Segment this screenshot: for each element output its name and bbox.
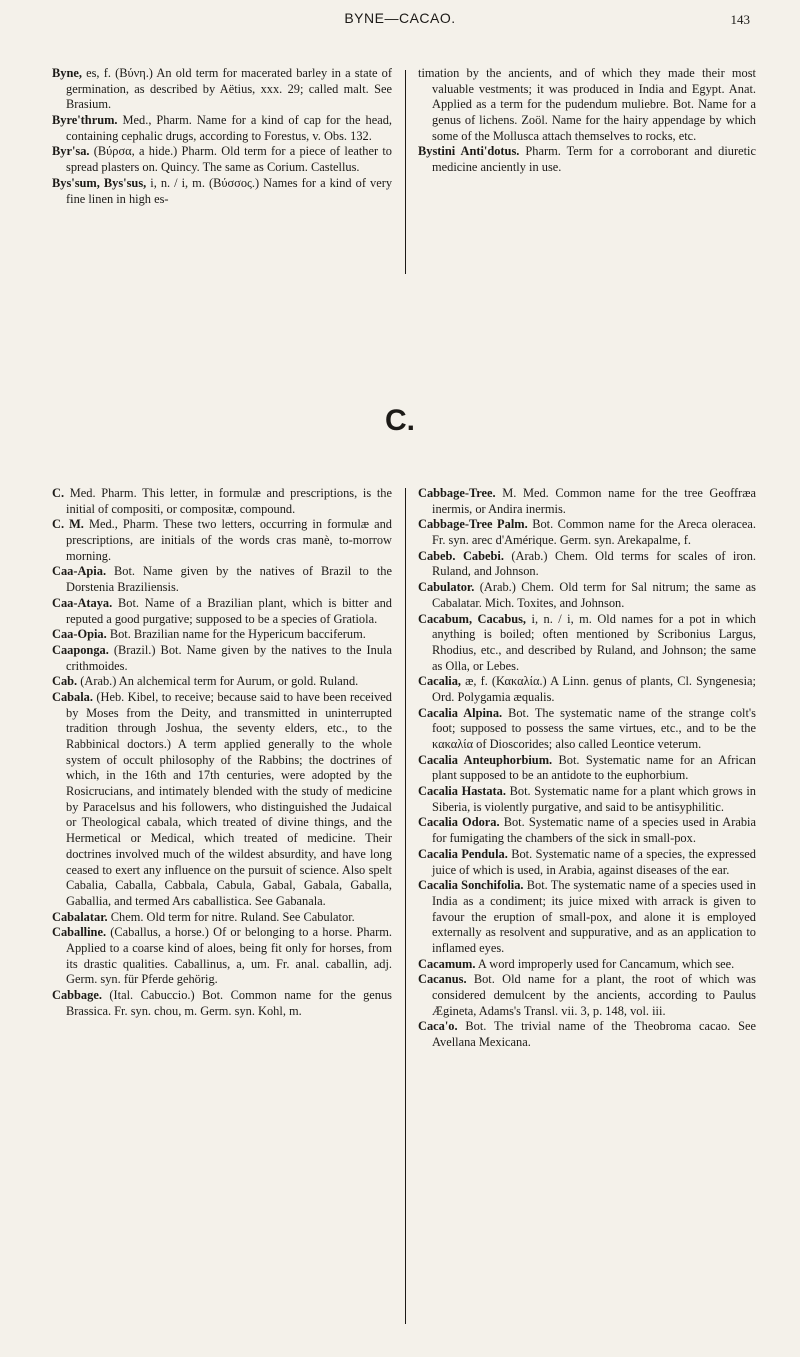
dictionary-entry <box>418 674 756 705</box>
entry-definition: es, f. (Βύνη.) An old term for macerated barley in a state of germination, as described by Aëtius, xxx. 29; called malt. See Brasium. <box>66 66 392 112</box>
entry-definition: M. Med. Common name for the tree Geoffræa inermis, or Andira inermis. <box>432 486 756 516</box>
dictionary-entry <box>418 548 756 580</box>
dictionary-entry <box>52 486 392 517</box>
entry-headword: Cacalia Odora. <box>418 815 500 830</box>
entry-definition: Bot. Name of a Brazilian plant, which is bitter and reputed a good purgative; supposed to be a species of Gratiola. <box>66 595 392 626</box>
entry-definition: (Arab.) An alchemical term for Aurum, or gold. Ruland. <box>77 674 359 689</box>
entry-headword: Byre'thrum. <box>52 113 118 128</box>
dictionary-entry <box>418 972 756 1019</box>
entry-headword: Cacalia Alpina. <box>418 705 503 720</box>
entry-headword: Cabbage-Tree Palm. <box>418 517 528 532</box>
entry-definition: æ, f. (Κακαλία.) A Linn. genus of plants, Cl. Syngenesia; Ord. Polygamia æqualis. <box>432 674 756 704</box>
entry-definition: (Arab.) Chem. Old terms for scales of iron. Ruland, and Johnson. <box>432 548 756 579</box>
entry-definition: (Brazil.) Bot. Name given by the natives to the Inula crithmoides. <box>66 642 392 673</box>
entry-headword: Caaponga. <box>52 642 109 657</box>
entry-headword: Bys'sum, Bys'sus, <box>52 175 147 190</box>
entry-headword: Cacalia Sonchifolia. <box>418 878 524 893</box>
entry-headword: Cacalia Anteuphorbium. <box>418 752 553 767</box>
dictionary-entry <box>52 66 392 113</box>
entry-headword: Byne, <box>52 66 82 80</box>
dictionary-entry <box>52 988 392 1019</box>
dictionary-entry <box>418 1019 756 1050</box>
dictionary-entry <box>52 689 392 910</box>
dictionary-entry <box>418 784 756 815</box>
entry-definition: Bot. The systematic name of a species used in India as a condiment; its juice mixed with arrack is given to favour the eruption of small-pox, and alone it is employed externally as resolvent and suppurative, and as an application to inflamed eyes. <box>432 878 756 955</box>
dictionary-entry <box>418 486 756 517</box>
entry-headword: Cabbage-Tree. <box>418 486 496 500</box>
entry-headword: C. M. <box>52 517 84 532</box>
entry-definition: Med., Pharm. These two letters, occurring in formulæ and prescriptions, are initials of the words cras manè, to-morrow morning. <box>66 517 392 563</box>
entry-headword: Cacamum. <box>418 956 476 971</box>
dictionary-entry <box>52 909 392 926</box>
entry-definition: Bot. Systematic name for an African plant supposed to be an antidote to the euphorbium. <box>432 752 756 783</box>
entry-definition: Chem. Old term for nitre. Ruland. See Cabulator. <box>107 909 355 924</box>
dictionary-entry <box>52 517 392 564</box>
entry-headword: Cacalia Pendula. <box>418 846 508 861</box>
entry-definition: (Ital. Cabuccio.) Bot. Common name for the genus Brassica. Fr. syn. chou, m. Germ. syn. Kohl, m. <box>66 988 392 1018</box>
dictionary-entry <box>52 175 393 207</box>
entry-definition: i, n. / i, m. (Βύσσος.) Names for a kind of very fine linen in high es- <box>66 175 393 206</box>
entry-headword: Byr'sa. <box>52 144 90 159</box>
column-divider <box>405 488 406 1324</box>
entry-definition: Med., Pharm. Name for a kind of cap for the head, containing cephalic drugs, according to Forestus, v. Obs. 132. <box>66 113 392 143</box>
entry-definition: (Caballus, a horse.) Of or belonging to a horse. Pharm. Applied to a coarse kind of aloes, being fit only for horses, from its drastic qualities. Caballinus, a, um. Fr. anal. caballin, adj. Germ. syn. für Pferde gehörig. <box>66 925 392 987</box>
entry-definition: Bot. The trivial name of the Theobroma cacao. See Avellana Mexicana. <box>432 1019 756 1050</box>
dictionary-entry <box>52 595 392 627</box>
entry-definition: Bot. Systematic name of a species, the expressed juice of which is used, in Arabia, against diseases of the ear. <box>432 846 756 877</box>
dictionary-entry <box>418 815 756 846</box>
entry-headword: Cabalatar. <box>52 909 108 924</box>
entry-definition: Bot. Name given by the natives of Brazil to the Dorstenia Braziliensis. <box>66 564 392 595</box>
entry-definition: Bot. The systematic name of the strange colt's foot; supposed to possess the same virtues, etc., and to be the κακαλία of Dioscorides; also called Leontice veterum. <box>432 705 756 751</box>
entry-headword: Cacanus. <box>418 972 467 987</box>
page-number: 143 <box>730 12 750 27</box>
entry-definition: (Βύρσα, a hide.) Pharm. Old term for a piece of leather to spread plasters on. Quincy. The same as Corium. Castellus. <box>66 144 392 175</box>
entry-headword: Bystini Anti'dotus. <box>418 144 520 159</box>
dictionary-entry <box>52 144 392 175</box>
dictionary-entry <box>418 846 756 878</box>
entry-definition: Bot. Systematic name of a species used in Arabia for fumigating the chambers of the sick in small-pox. <box>432 815 756 846</box>
running-head: BYNE—CACAO. <box>344 10 456 26</box>
dictionary-entry <box>418 705 756 753</box>
entry-definition: Bot. Old name for a plant, the root of which was considered demulcent by the ancients, according to Paulus Ægineta, Adams's Transl. vii. 3, p. 148, vol. iii. <box>432 972 756 1018</box>
entry-definition: i, n. / i, m. Old names for a pot in which anything is boiled; often mentioned by Scribonius Largus, Rhodius, etc., and described by Ruland, and Johnson; the same as Olla, or Lebes. <box>432 611 756 673</box>
entry-headword: Cacalia, <box>418 674 462 689</box>
dictionary-entry <box>52 627 392 643</box>
dictionary-entry <box>418 517 756 548</box>
entry-definition: Pharm. Term for a corroborant and diuretic medicine anciently in use. <box>432 144 756 175</box>
entry-headword: Cabeb. Cabebi. <box>418 548 504 563</box>
entry-headword: Cacabum, Cacabus, <box>418 611 527 626</box>
entry-headword: Caballine. <box>52 925 107 940</box>
entry-definition: Bot. Common name for the Areca oleracea. Fr. syn. arec d'Amérique. Germ. syn. Arekapalme, f. <box>432 517 756 548</box>
entry-headword: Caa-Opia. <box>52 627 107 642</box>
entry-headword: Cabulator. <box>418 580 475 595</box>
dictionary-entry <box>418 144 756 175</box>
section-letter: C. <box>385 404 415 437</box>
dictionary-entry <box>52 564 392 595</box>
entry-definition: (Heb. Kibel, to receive; because said to have been received by Moses from the Deity, and transmitted in uninterrupted tradition through Joshua, the seventy elders, etc., to the Rabbinical doctors.) A term applied generally to the whole system of occult philosophy of the Rabbins; the doctrines of which, in the 16th and 17th centuries, were adopted by the Rosicrucians, and intimately blended with the study of medicine by Paracelsus and his followers, who distinguished the Judaical or Theological cabala, which treated of divine things, and the Hermetical or Medical, which treated of medicine. Their doctrines involved much of the wildest absurdity, and have long ceased to exert any influence on the pursuit of science. Also spelt Cabalia, Caballa, Cabbala, Cabula, Gabal, Gabala, Gaballa, Gaballia, and termed Ars caballistica. See Gabanala. <box>66 689 392 908</box>
dictionary-entry <box>52 113 392 144</box>
dictionary-entry <box>52 642 392 674</box>
entry-headword: Cabala. <box>52 689 93 704</box>
entry-definition: Bot. Systematic name for a plant which grows in Siberia, is violently purgative, and said to be antisyphilitic. <box>432 784 756 814</box>
entry-definition: A word improperly used for Cancamum, which see. <box>475 956 735 971</box>
dictionary-entry <box>418 580 756 611</box>
dictionary-entry <box>52 674 392 690</box>
column-divider <box>405 70 406 274</box>
entry-headword: Cab. <box>52 674 78 689</box>
dictionary-entry <box>418 752 756 784</box>
dictionary-entry <box>52 925 392 988</box>
dictionary-entry <box>418 611 756 675</box>
entry-headword: Caa-Ataya. <box>52 595 113 610</box>
entry-definition: Bot. Brazilian name for the Hypericum bacciferum. <box>106 627 366 642</box>
right-column <box>418 486 756 1051</box>
entry-definition: timation by the ancients, and of which they made their most valuable vestments; it was produced in India and Egypt. Anat. Applied as a term for the pudendum muliebre. Bot. Name for a genus of lichens. Zoöl. Name for the hairy appendage by which some of the Mollusca attach themselves to rocks, etc. <box>418 66 756 143</box>
entry-definition: Med. Pharm. This letter, in formulæ and prescriptions, is the initial of compositi, or compositæ, compound. <box>64 486 392 516</box>
dictionary-entry <box>418 66 756 144</box>
entry-headword: Cacalia Hastata. <box>418 784 506 799</box>
dictionary-entry <box>418 878 756 956</box>
entry-headword: Caca'o. <box>418 1019 458 1034</box>
left-column <box>52 486 392 1019</box>
dictionary-entry <box>418 956 756 973</box>
entry-definition: (Arab.) Chem. Old term for Sal nitrum; the same as Cabalatar. Mich. Toxites, and Johnson. <box>432 580 756 610</box>
top-left-column <box>52 66 392 207</box>
top-right-column <box>418 66 756 176</box>
entry-headword: Caa-Apia. <box>52 564 107 579</box>
entry-headword: C. <box>52 486 65 500</box>
entry-headword: Cabbage. <box>52 988 102 1002</box>
